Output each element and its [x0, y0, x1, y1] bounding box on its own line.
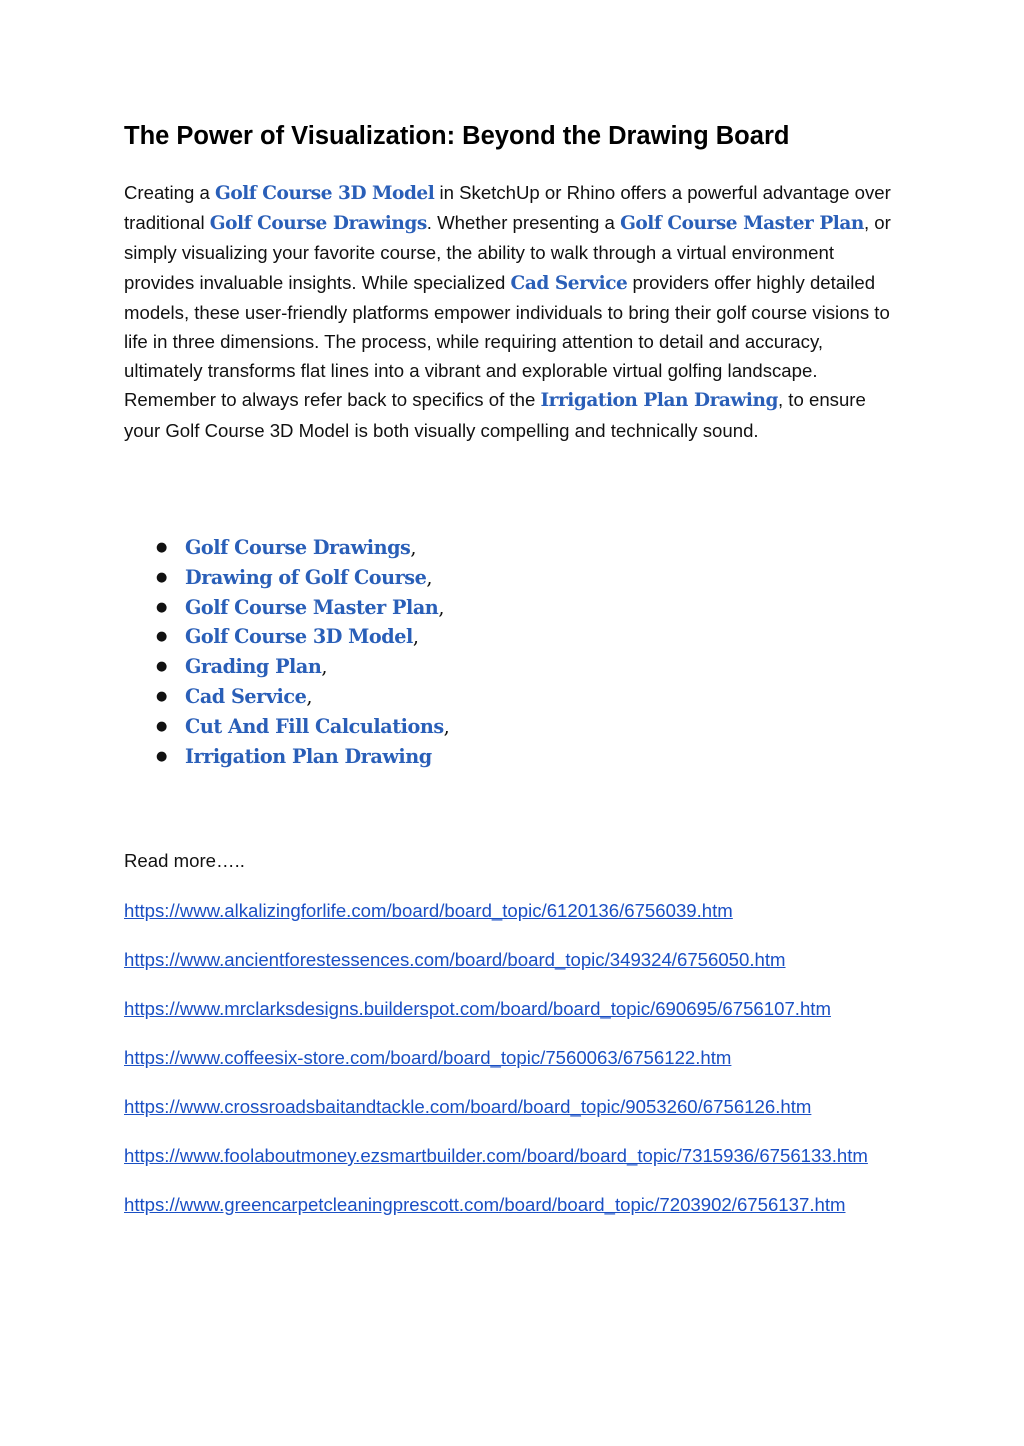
link-item	[124, 946, 900, 976]
list-item	[124, 622, 450, 652]
bullet-icon: ●	[156, 629, 168, 645]
paragraph-text: , or simply visualizing your favorite course, the ability to walk through a virtual environment provides invaluable insights. While specialized	[124, 212, 891, 293]
external-link[interactable]: https://www.foolaboutmoney.ezsmartbuilder.com/board/board_topic/7315936/6756133.htm	[124, 1145, 868, 1166]
paragraph-text: Creating a	[124, 182, 215, 203]
paragraph-text: providers offer highly detailed models, these user-friendly platforms empower individuals to bring their golf course visions to life in three dimensions. The process, while requiring attention to detail and accuracy, ultimately transforms flat lines into a vibrant and explorable virtual golfing landscape. Remember to always refer back to specifics of the	[124, 271, 890, 411]
list-separator: ,	[410, 536, 417, 559]
paragraph-text: , to ensure your Golf Course 3D Model is both visually compelling and technically sound.	[124, 389, 866, 441]
list-separator: ,	[306, 684, 313, 708]
keyword-link-golf-course-master-plan[interactable]: Golf Course Master Plan	[620, 213, 864, 235]
list-separator: ,	[438, 595, 445, 619]
link-item	[124, 995, 900, 1025]
list-separator: ,	[426, 565, 433, 589]
link-item	[124, 897, 900, 927]
keyword-link[interactable]: Drawing of Golf Course	[185, 565, 427, 589]
external-link[interactable]: https://www.greencarpetcleaningprescott.com/board/board_topic/7203902/6756137.htm	[124, 1194, 846, 1215]
link-item	[124, 1142, 900, 1172]
list-item	[124, 652, 450, 682]
keyword-list	[124, 533, 450, 771]
bullet-icon: ●	[156, 599, 168, 615]
keyword-link[interactable]: Cut And Fill Calculations	[185, 714, 444, 738]
list-item	[124, 563, 450, 593]
link-list	[124, 897, 900, 1240]
list-item	[124, 533, 450, 563]
keyword-link[interactable]: Irrigation Plan Drawing	[185, 744, 432, 768]
bullet-icon: ●	[156, 540, 168, 555]
bullet-icon: ●	[156, 688, 168, 704]
external-link[interactable]: https://www.coffeesix-store.com/board/board_topic/7560063/6756122.htm	[124, 1047, 732, 1068]
keyword-link-irrigation-plan-drawing[interactable]: Irrigation Plan Drawing	[540, 390, 778, 412]
external-link[interactable]: https://www.crossroadsbaitandtackle.com/board/board_topic/9053260/6756126.htm	[124, 1096, 812, 1117]
bullet-icon: ●	[156, 718, 168, 734]
keyword-link[interactable]: Golf Course Master Plan	[185, 595, 439, 619]
page-title: The Power of Visualization: Beyond the Drawing Board	[124, 122, 790, 150]
keyword-link-golf-course-3d-model[interactable]: Golf Course 3D Model	[214, 183, 435, 204]
list-separator: ,	[321, 655, 328, 679]
list-item	[124, 593, 450, 623]
external-link[interactable]: https://www.ancientforestessences.com/board/board_topic/349324/6756050.htm	[124, 949, 786, 970]
external-link[interactable]: https://www.alkalizingforlife.com/board/board_topic/6120136/6756039.htm	[124, 900, 733, 921]
bullet-icon: ●	[156, 659, 168, 675]
keyword-link[interactable]: Golf Course Drawings	[185, 536, 411, 559]
keyword-link[interactable]: Cad Service	[185, 684, 307, 708]
read-more-label: Read more…..	[124, 850, 245, 871]
keyword-link-cad-service[interactable]: Cad Service	[510, 272, 628, 294]
list-item	[124, 712, 450, 742]
bullet-icon: ●	[156, 569, 168, 585]
list-item	[124, 682, 450, 712]
bullet-icon: ●	[156, 748, 168, 764]
external-link[interactable]: https://www.mrclarksdesigns.builderspot.com/board/board_topic/690695/6756107.htm	[124, 998, 831, 1019]
paragraph-text: in SketchUp or Rhino offers a powerful advantage over traditional	[124, 182, 891, 234]
link-item	[124, 1093, 900, 1123]
paragraph-text: . Whether presenting a	[426, 212, 621, 234]
link-item	[124, 1191, 900, 1221]
body-paragraph	[124, 178, 900, 445]
keyword-link[interactable]: Grading Plan	[185, 655, 322, 679]
list-separator: ,	[443, 714, 450, 738]
keyword-link-golf-course-drawings[interactable]: Golf Course Drawings	[209, 213, 427, 235]
link-item	[124, 1044, 900, 1074]
keyword-link[interactable]: Golf Course 3D Model	[185, 625, 413, 649]
list-item	[124, 742, 450, 772]
list-separator: ,	[412, 625, 419, 649]
